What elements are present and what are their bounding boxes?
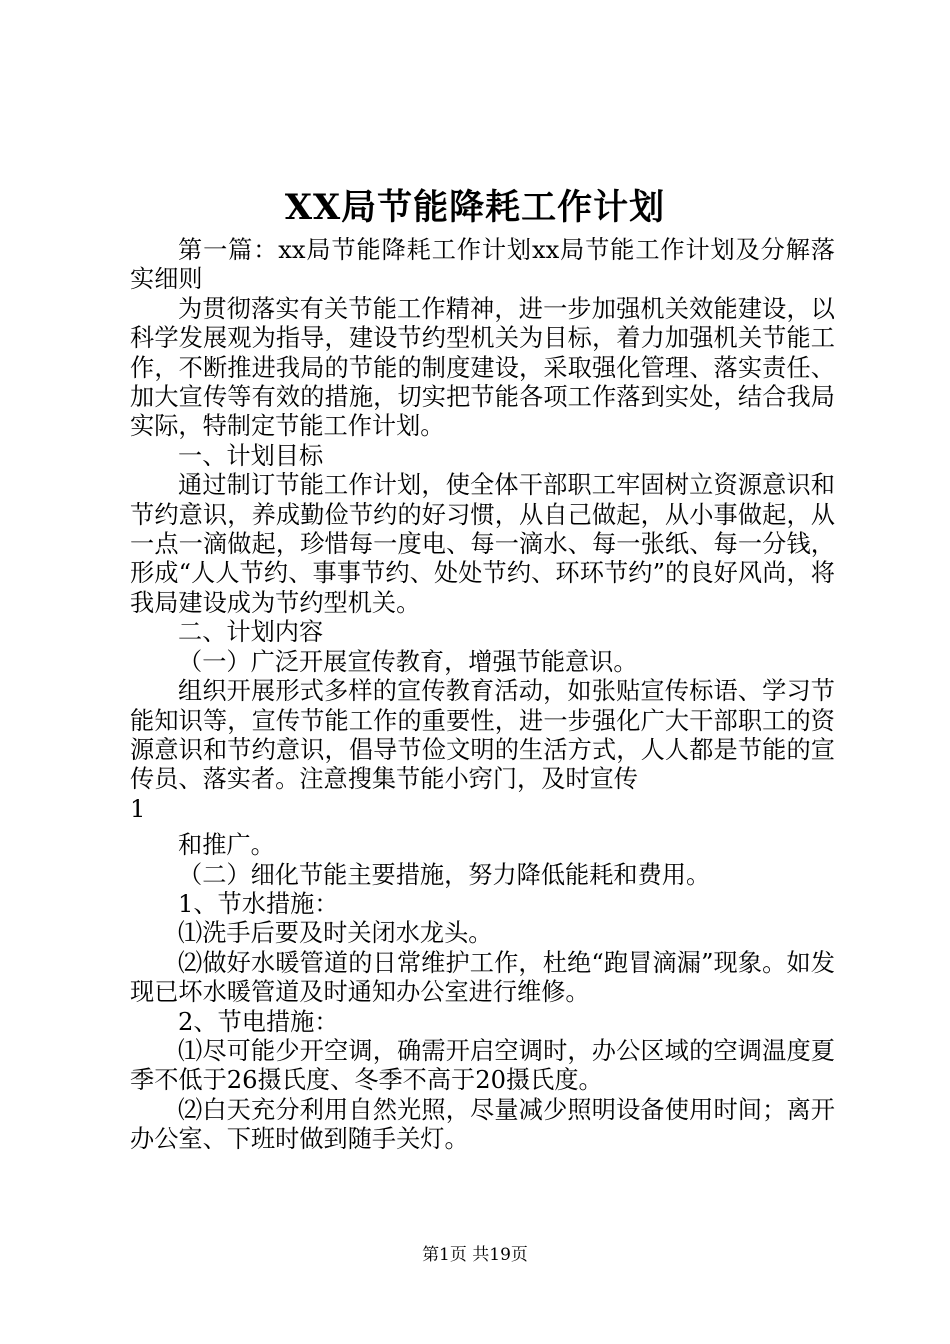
continued-paragraph: 和推广。 xyxy=(178,831,275,860)
intro-paragraph: 为贯彻落实有关节能工作精神，进一步加强机关效能建设，以科学发展观为指导，建设节约型机关为目标，着力加强机关节能工作，不断推进我局的节能的制度建设，采取强化管理、落实责任、加大宣传等有效的措施，切实把节能各项工作落到实处，结合我局实际，特制定节能工作计划。 xyxy=(130,294,835,441)
power-item-2: ⑵白天充分利用自然光照，尽量减少照明设备使用时间；离开办公室、下班时做到随手关灯。 xyxy=(130,1095,835,1154)
document-title: XX局节能降耗工作计划 xyxy=(284,187,666,228)
water-item-1: ⑴洗手后要及时关闭水龙头。 xyxy=(178,919,493,948)
heading-plan-content: 二、计划内容 xyxy=(178,618,324,647)
section-heading: 第一篇：xx局节能降耗工作计划xx局节能工作计划及分解落实细则 xyxy=(130,236,835,294)
document-body xyxy=(130,236,835,1155)
power-item-1: ⑴尽可能少开空调，确需开启空调时，办公区域的空调温度夏季不低于26摄氏度、冬季不高于20摄氏度。 xyxy=(130,1036,835,1095)
subheading-measures: （二）细化节能主要措施，努力降低能耗和费用。 xyxy=(178,860,711,889)
water-item-2: ⑵做好水暖管道的日常维护工作，杜绝“跑冒滴漏”现象。如发现已坏水暖管道及时通知办公室进行维修。 xyxy=(130,948,835,1007)
heading-power-saving: 2、节电措施： xyxy=(178,1007,339,1036)
heading-water-saving: 1、节水措施： xyxy=(178,889,339,918)
subheading-publicity: （一）广泛开展宣传教育，增强节能意识。 xyxy=(178,647,638,676)
inline-page-number: 1 xyxy=(130,794,146,823)
publicity-paragraph: 组织开展形式多样的宣传教育活动，如张贴宣传标语、学习节能知识等，宣传节能工作的重要性，进一步强化广大干部职工的资源意识和节约意识，倡导节俭文明的生活方式，人人都是节能的宣传员、落实者。注意搜集节能小窍门，及时宣传 xyxy=(130,677,835,794)
heading-plan-goal: 一、计划目标 xyxy=(178,441,324,470)
page-footer: 第1页 共19页 xyxy=(422,1245,528,1265)
goal-paragraph: 通过制订节能工作计划，使全体干部职工牢固树立资源意识和节约意识，养成勤俭节约的好习惯，从自己做起，从小事做起，从一点一滴做起，珍惜每一度电、每一滴水、每一张纸、每一分钱，形成“人人节约、事事节约、处处节约、环环节约”的良好风尚，将我局建设成为节约型机关。 xyxy=(130,471,835,617)
